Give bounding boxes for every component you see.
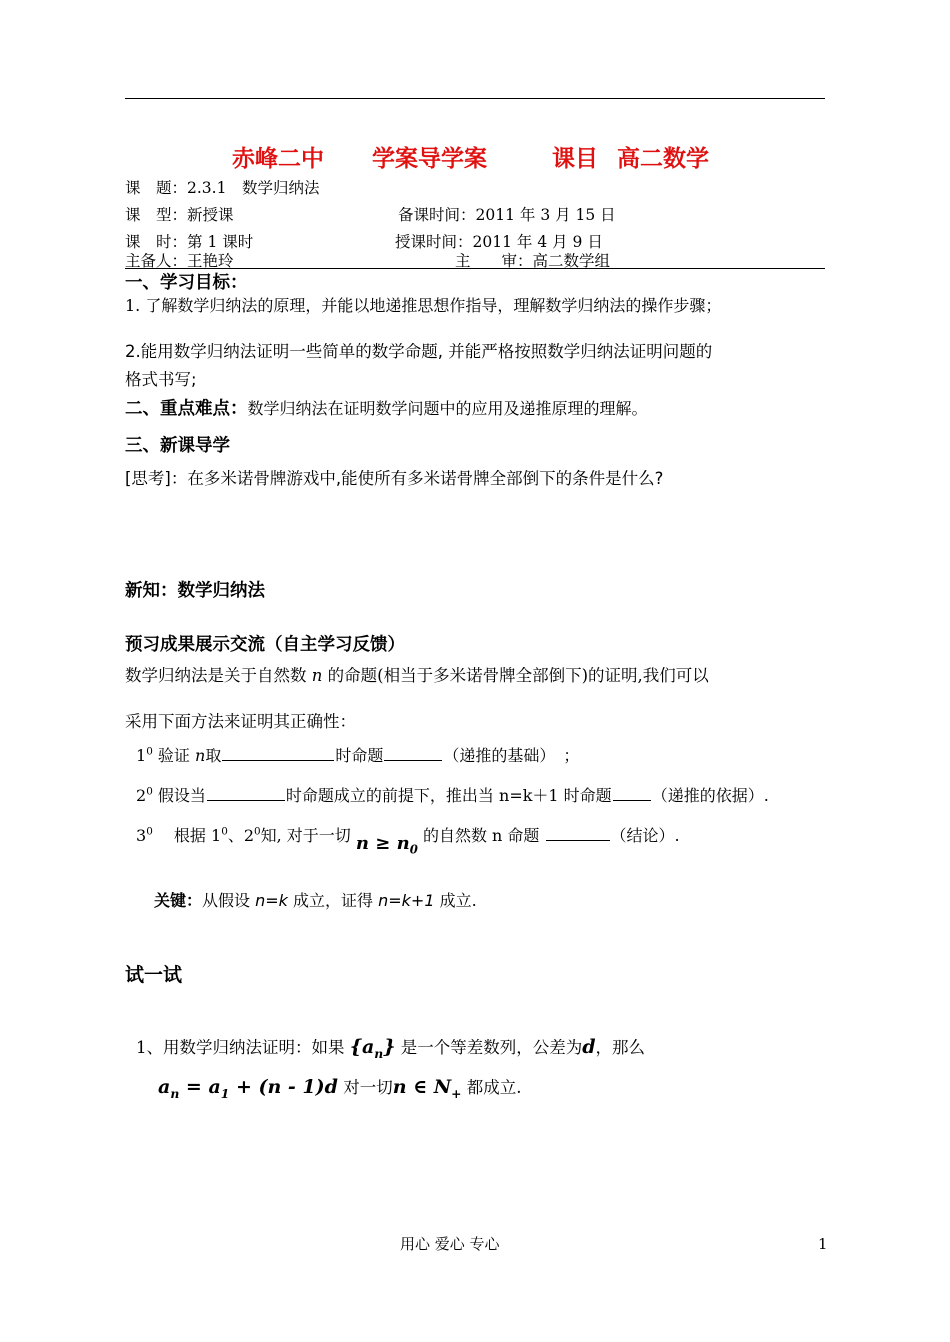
meta-period: 课 时：第 1 课时: [125, 233, 254, 251]
new-lesson-heading: 三、新课导学: [125, 436, 230, 456]
intro-line-2: 采用下面方法来证明其正确性：: [125, 712, 356, 731]
step-2-blank-2[interactable]: [613, 786, 651, 801]
exercise-1-formula: $a_n = a_1 + (n - 1)d$ 对一切n ∈ $N_+$ 都成立.: [158, 1076, 522, 1101]
step-2-blank-1[interactable]: [207, 786, 285, 801]
arithmetic-formula: $a_n = a_1 + (n - 1)d$: [158, 1076, 338, 1101]
domain-notation: n ∈ $N_+$: [392, 1076, 462, 1101]
try-heading: 试一试: [125, 964, 183, 986]
meta-prep-time: 备课时间：2011 年 3 月 15 日: [398, 206, 616, 224]
meta-type: 课 型：新授课: [125, 206, 234, 224]
school-name: 赤峰二中: [232, 146, 324, 172]
key-point: 关键：从假设 n=k 成立，证得 n=k+1 成立.: [154, 891, 477, 910]
step-1-blank-2[interactable]: [384, 746, 442, 761]
step-3: $3^0$ 根据 $1^0$、$2^0$知, 对于一切 $n \ge n_0$ 的自然数 n 命题 （结论）.: [136, 825, 680, 857]
footer-motto: 用心 爱心 专心: [400, 1235, 500, 1253]
goal-2: 2.能用数学归纳法证明一些简单的数学命题, 并能严格按照数学归纳法证明问题的: [125, 342, 713, 361]
page-number: 1: [818, 1235, 828, 1253]
meta-author: 主备人：王艳玲: [125, 252, 234, 270]
intro-line-1: 数学归纳法是关于自然数 n 的命题(相当于多米诺骨牌全部倒下)的证明,我们可以: [125, 666, 709, 685]
new-knowledge: 新知：数学归纳法: [125, 581, 265, 601]
meta-review: 主 审：高二数学组: [455, 252, 611, 270]
sequence-notation: $\{a_n\}$: [349, 1036, 396, 1061]
goal-1: 1. 了解数学归纳法的原理，并能以地递推思想作指导，理解数学归纳法的操作步骤；: [125, 296, 722, 315]
think-question: [思考]：在多米诺骨牌游戏中,能使所有多米诺骨牌全部倒下的条件是什么?: [125, 469, 664, 488]
subject-label: 课目: [552, 146, 598, 172]
step-2: $2^0$ 假设当 时命题成立的前提下，推出当 n=k＋1 时命题 （递推的依据）.: [136, 785, 769, 805]
step-3-blank[interactable]: [546, 826, 610, 841]
doc-type: 学案导学案: [372, 146, 487, 172]
exercise-1: 1、用数学归纳法证明：如果 $\{a_n\}$ 是一个等差数列，公差为d，那么: [136, 1036, 646, 1061]
top-rule: [125, 98, 825, 99]
goals-heading: 一、学习目标：: [125, 273, 248, 293]
meta-teach-time: 授课时间：2011 年 4 月 9 日: [395, 233, 603, 251]
subject-value: 高二数学: [617, 146, 709, 172]
goal-2-cont: 格式书写;: [125, 370, 197, 389]
step-1-blank-1[interactable]: [222, 746, 334, 761]
step-1: $1^0$ 验证 n取 时命题 （递推的基础） ；: [136, 745, 580, 765]
preview-heading: 预习成果展示交流（自主学习反馈）: [125, 635, 405, 655]
meta-topic: 课 题：2.3.1 数学归纳法: [125, 179, 320, 197]
step-3-condition: $n \ge n_0$: [355, 833, 418, 857]
key-difficulty: 二、重点难点：数学归纳法在证明数学问题中的应用及递推原理的理解。: [125, 399, 648, 419]
